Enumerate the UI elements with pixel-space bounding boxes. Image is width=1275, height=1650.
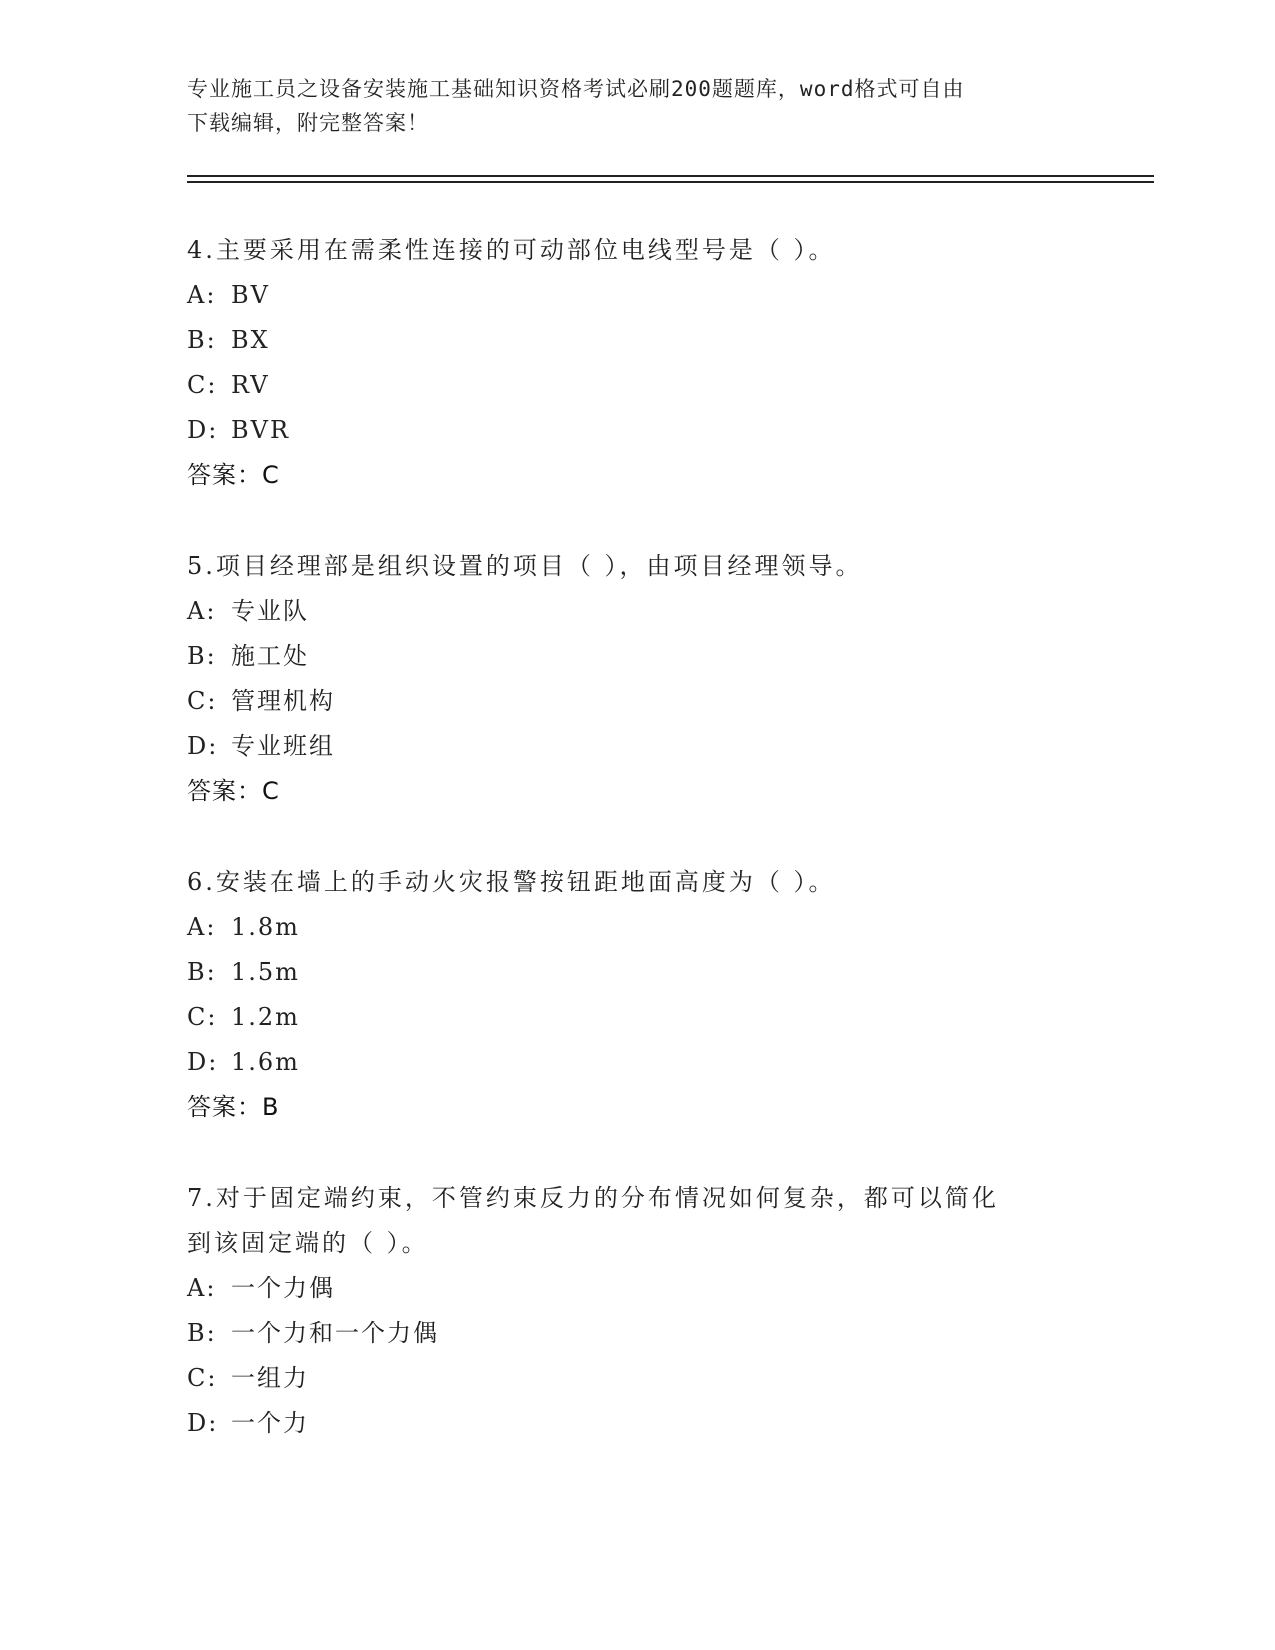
- option-b: [187, 634, 1087, 679]
- option-c: [187, 363, 1087, 408]
- option-text: 1.2m: [231, 1003, 300, 1031]
- option-letter: D:: [187, 1409, 219, 1437]
- option-text: 1.8m: [231, 913, 300, 941]
- header-line-2: 下载编辑，附完整答案！: [187, 111, 429, 135]
- option-letter: B:: [187, 958, 217, 986]
- option-letter: A:: [187, 281, 217, 309]
- option-text: BVR: [231, 416, 291, 444]
- option-letter: C:: [187, 1364, 218, 1392]
- option-b: [187, 1311, 1087, 1356]
- option-b: [187, 950, 1087, 995]
- question-6: [187, 860, 1087, 1130]
- question-title-line-1: 7.对于固定端约束，不管约束反力的分布情况如何复杂，都可以简化: [187, 1184, 999, 1212]
- option-letter: C:: [187, 371, 218, 399]
- document-header: [187, 72, 1067, 140]
- option-text: 专业队: [231, 597, 309, 625]
- option-text: 专业班组: [231, 732, 335, 760]
- option-text: 一个力偶: [231, 1274, 335, 1302]
- option-letter: A:: [187, 1274, 217, 1302]
- option-c: [187, 995, 1087, 1040]
- question-title: 6.安装在墙上的手动火灾报警按钮距地面高度为（ ）。: [187, 868, 836, 896]
- option-d: [187, 1040, 1087, 1085]
- option-letter: D:: [187, 416, 219, 444]
- option-text: BV: [231, 281, 270, 309]
- option-letter: D:: [187, 1048, 219, 1076]
- option-b: [187, 318, 1087, 363]
- option-letter: B:: [187, 1319, 217, 1347]
- option-letter: A:: [187, 913, 217, 941]
- question-4: [187, 228, 1087, 498]
- header-line-1: 专业施工员之设备安装施工基础知识资格考试必刷200题题库，word格式可自由: [187, 77, 965, 101]
- option-letter: C:: [187, 687, 218, 715]
- option-a: [187, 589, 1087, 634]
- option-text: 施工处: [231, 642, 309, 670]
- option-text: 管理机构: [231, 687, 335, 715]
- option-c: [187, 679, 1087, 724]
- option-d: [187, 408, 1087, 453]
- option-a: [187, 905, 1087, 950]
- option-text: RV: [231, 371, 270, 399]
- question-title: 4.主要采用在需柔性连接的可动部位电线型号是（ ）。: [187, 236, 836, 264]
- option-letter: D:: [187, 732, 219, 760]
- answer: 答案：C: [187, 777, 280, 805]
- option-text: BX: [231, 326, 270, 354]
- option-letter: B:: [187, 642, 217, 670]
- option-letter: A:: [187, 597, 217, 625]
- question-5: [187, 544, 1087, 814]
- header-divider-top: [187, 175, 1154, 177]
- option-text: 一组力: [231, 1364, 309, 1392]
- option-a: [187, 273, 1087, 318]
- option-d: [187, 724, 1087, 769]
- option-text: 一个力: [231, 1409, 309, 1437]
- question-title-line-2: 到该固定端的（ ）。: [187, 1229, 429, 1257]
- option-c: [187, 1356, 1087, 1401]
- question-7: [187, 1176, 1087, 1446]
- option-d: [187, 1401, 1087, 1446]
- option-text: 1.5m: [231, 958, 300, 986]
- option-text: 一个力和一个力偶: [231, 1319, 439, 1347]
- option-a: [187, 1266, 1087, 1311]
- answer: 答案：C: [187, 461, 280, 489]
- option-text: 1.6m: [231, 1048, 300, 1076]
- option-letter: C:: [187, 1003, 218, 1031]
- option-letter: B:: [187, 326, 217, 354]
- question-title: 5.项目经理部是组织设置的项目（ ），由项目经理领导。: [187, 552, 863, 580]
- answer: 答案：B: [187, 1093, 280, 1121]
- header-divider-bottom: [187, 181, 1154, 183]
